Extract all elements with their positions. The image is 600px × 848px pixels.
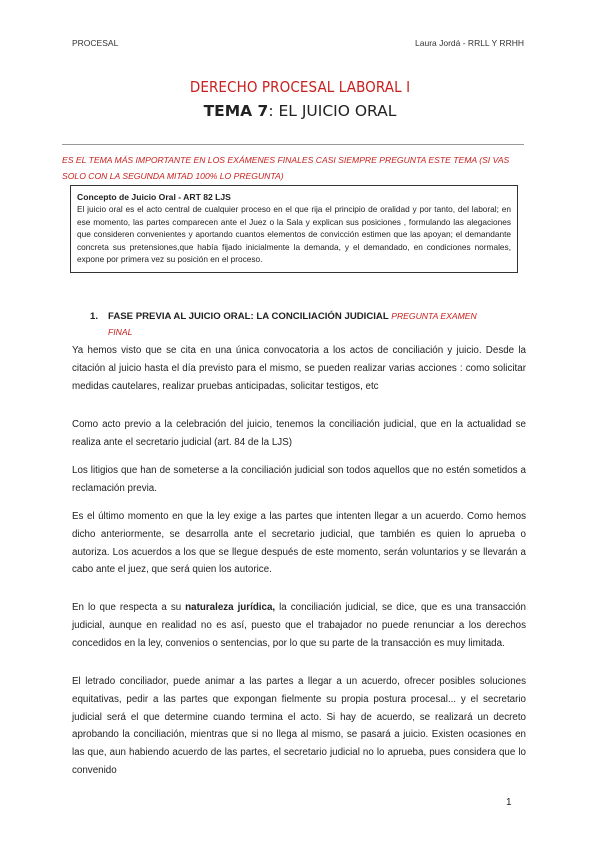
paragraph-6: El letrado conciliador, puede animar a las partes a llegar a un acuerdo, ofrecer posibles soluciones equitativas, pedir a las partes que expongan fielmente su propia postura procesal... y el secretario judicial será el que determine cuando termina el acto. Si hay de acuerdo, se realizará un decreto aprobando la conciliación, mientras que si no llega al mismo, se pasará a juicio. Existen ocasiones en las que, aun habiendo acuerdo de las partes, el secretario judicial no lo aprueba, pues considera que lo convenido: [72, 676, 526, 776]
definition-title: Concepto de Juicio Oral - ART 82 LJS: [77, 192, 231, 202]
exam-tag-line2: FINAL: [108, 327, 133, 337]
exam-note: ES EL TEMA MÁS IMPORTANTE EN LOS EXÁMENES FINALES CASI SIEMPRE PREGUNTA ESTE TEMA (SI VAS SOLO CON LA SEGUNDA MITAD 100% LO PREGUNTA): [62, 155, 510, 181]
tema-title: [0, 102, 600, 120]
paragraph-2: Como acto previo a la celebración del juicio, tenemos la conciliación judicial, que en la actualidad se realiza ante el secretario judicial (art. 84 de la LJS): [72, 419, 526, 448]
paragraph-1: Ya hemos visto que se cita en una única convocatoria a los actos de conciliación y juicio. Desde la citación al juicio hasta el día previsto para el mismo, se pueden realizar varias acciones : como solicitar medidas cautelares, realizar pruebas anticipadas, solicitar testigos, etc: [72, 345, 526, 392]
section-heading: [90, 308, 530, 339]
naturaleza-juridica: naturaleza jurídica,: [185, 602, 276, 613]
definition-text: El juicio oral es el acto central de cualquier proceso en el que rija el principio de oralidad y por tanto, del laboral; en ese momento, las partes comparecen ante el Juez o la Sala y explican sus posiciones , formulando las alegaciones que consideren convenientes y aportando cuantos elementos de convicción estimen que las apoyan; el demandante concreta sus pretensiones,que había fijado inicialmente la demanda, y el demandado, en condiciones normales, expone por primera vez su posición en el proceso.: [77, 204, 511, 265]
exam-tag: PREGUNTA EXAMEN: [391, 311, 477, 321]
section-number: 1.: [90, 311, 99, 322]
tema-number: TEMA 7: [203, 102, 269, 120]
document-title: DERECHO PROCESAL LABORAL I: [189, 78, 411, 96]
header-left: PROCESAL: [72, 38, 119, 48]
title-divider: [62, 144, 524, 145]
paragraph-5-start: En lo que respecta a su: [72, 602, 186, 613]
paragraph-3: Los litigios que han de someterse a la conciliación judicial son todos aquellos que no estén sometidos a reclamación previa.: [72, 465, 526, 494]
paragraph-5: [72, 599, 526, 652]
tema-name: : EL JUICIO ORAL: [268, 102, 397, 120]
paragraph-4: Es el último momento en que la ley exige a las partes que intenten llegar a un acuerdo. Como hemos dicho anteriormente, se desarrolla ante el secretario judicial, que también es quien lo aprueba o autoriza. Los acuerdos a los que se llegue después de este momento, serán voluntarios y se llevarán a cabo ante el juez, que será quien los autorice.: [72, 511, 526, 576]
definition-box: [70, 185, 518, 273]
header-right: Laura Jordá - RRLL Y RRHH: [415, 38, 524, 48]
page-number: 1: [506, 797, 512, 808]
section-title: FASE PREVIA AL JUICIO ORAL: LA CONCILIACIÓN JUDICIAL: [108, 311, 389, 322]
paragraph-5-rest: la conciliación judicial, se dice, que es una transacción judicial, aunque en realidad no es así, puesto que el trabajador no puede renunciar a los derechos concedidos en la ley, convenios o sentencias, por lo que su parte de la transacción es muy limitada.: [72, 602, 527, 649]
